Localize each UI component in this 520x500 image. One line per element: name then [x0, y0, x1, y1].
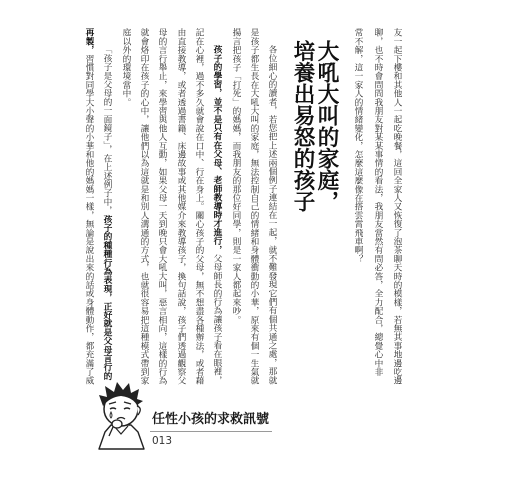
emphasis-text: 再製， [84, 28, 94, 55]
text-column: 友一起下樓和其他人一起吃晚餐，這回全家人又恢復了泡茶聊天時的模樣，若無其事地邊吃邊 [392, 28, 402, 385]
text-column: 聊，也不時會問問我朋友對某某事情的看法，我朋友當然有問必答，全力配合，總覺心中非 [373, 28, 383, 376]
text-column: 各位細心的讀者，若您把上述兩個例子連結在一起，就不難發現它們有個共通之處，那就 [267, 45, 277, 385]
text-column: 記在心裡，過不多久就會說在口中、行在身上。關心孩子的父母，無不想盡各種辦法，或者藉 [194, 28, 204, 385]
text-column: 由直接教導，或者透過書籍、床邊故事或其他媒介來教導孩子，換句話說，孩子們透過觀察父 [176, 28, 186, 385]
body-sentence: 習慣對同學大小聲的小華和他的媽媽一樣，無論是說出來的話或身體動作，都充滿了威 [84, 54, 94, 385]
emphasis-text: 孩子的種種行為表現，正好就是父母言行的 [102, 215, 112, 381]
heading-line: 大吼大叫的家庭， [314, 40, 339, 212]
emphasis-text: 孩子的學習，並不是只有在父母、老師教導時才進行， [212, 45, 222, 255]
text-column [211, 28, 223, 390]
text-column: 母的言行舉止，來學習與他人互動，如果父母一天到晚只會大吼大叫，惡言相向，這樣的行為 [157, 28, 167, 385]
hand [112, 420, 122, 428]
body-sentence: 「孩子是父母的一面鏡子」，在上述例子中， [102, 45, 112, 216]
heading-line: 培養出易怒的孩子 [290, 40, 315, 212]
page-number: 013 [152, 435, 173, 447]
text-column [101, 28, 113, 390]
footer-divider [150, 431, 272, 432]
text-column: 揚言把孩子「打死」的媽媽，而我朋友的那位好同學，則是一家人都起來吵。 [231, 28, 241, 324]
body-sentence: 父母師長的行為讓孩子看在眼裡， [212, 254, 222, 385]
text-column: 就會烙印在孩子的心中，讓他們以為這就是和別人溝通的方式，也就很容易把這種模式帶到家 [139, 28, 149, 385]
tear [110, 412, 112, 418]
section-title: 任性小孩的求救訊號 [152, 412, 270, 427]
crying-boy-icon [92, 380, 154, 450]
shirt [99, 425, 144, 449]
text-column: 常不解，這一家人的情緒變化，怎麼這麼像在搭雲霄飛車啊？ [353, 28, 363, 263]
text-column [83, 28, 95, 390]
text-column: 是孩子都生長在大吼大叫的家庭，無法控制自己的情緒和身體衝動的小華，原來有個一生氣就 [249, 28, 259, 385]
text-column: 庭以外的環境當中。 [121, 28, 131, 107]
